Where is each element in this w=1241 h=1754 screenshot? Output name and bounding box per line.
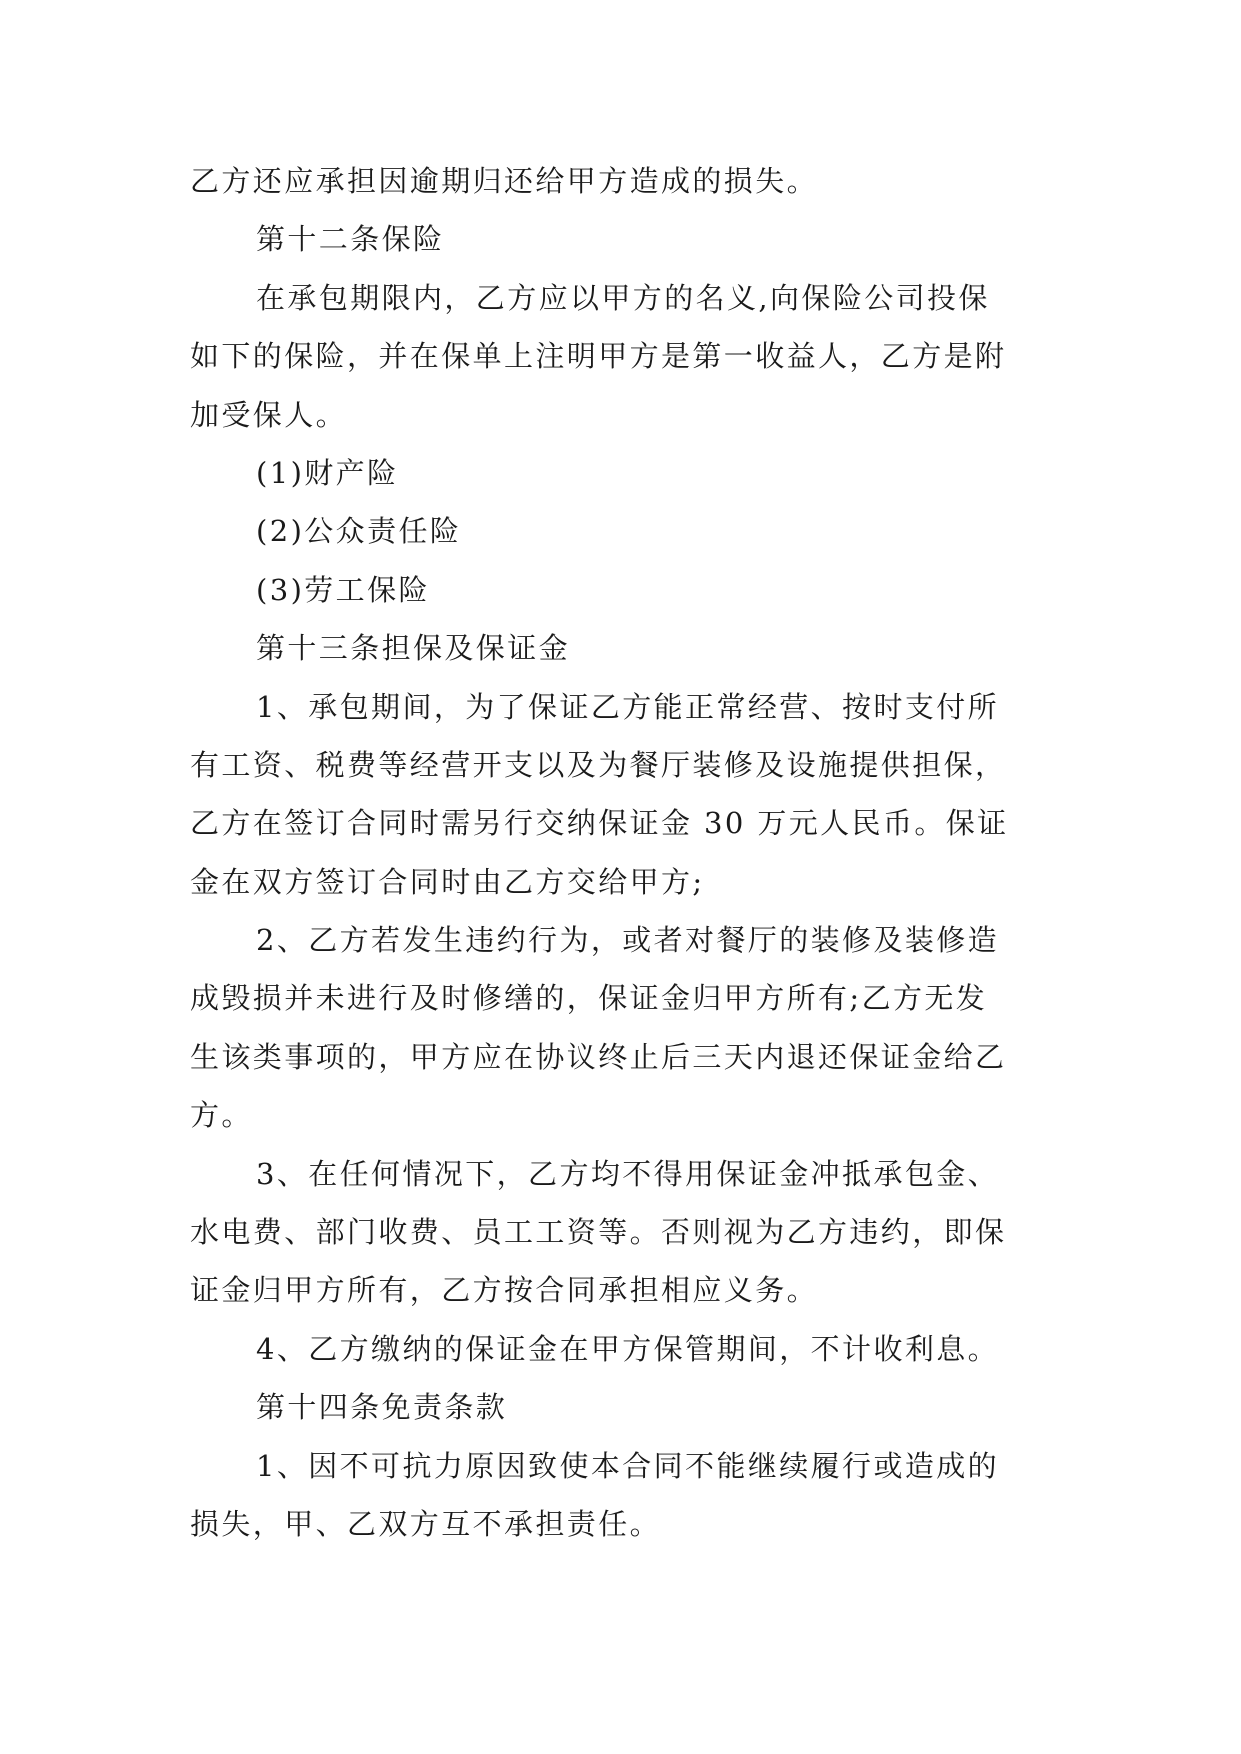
section-heading-guarantee: 第十三条担保及保证金	[256, 631, 571, 666]
text-line: 证金归甲方所有，乙方按合同承担相应义务。	[190, 1273, 819, 1308]
text-line: 生该类事项的，甲方应在协议终止后三天内退还保证金给乙	[190, 1039, 1007, 1074]
text-line: 1、因不可抗力原因致使本合同不能继续履行或造成的	[256, 1448, 1000, 1483]
text-line: 3、在任何情况下，乙方均不得用保证金冲抵承包金、	[256, 1156, 1000, 1191]
text-line: 乙方在签订合同时需另行交纳保证金 30 万元人民币。保证	[190, 806, 1009, 841]
list-item: (2)公众责任险	[256, 514, 462, 549]
text-line: 2、乙方若发生违约行为，或者对餐厅的装修及装修造	[256, 923, 1000, 958]
text-line: 方。	[190, 1098, 253, 1133]
text-line: 1、承包期间，为了保证乙方能正常经营、按时支付所	[256, 689, 1000, 724]
text-line: 有工资、税费等经营开支以及为餐厅装修及设施提供担保，	[190, 747, 1007, 782]
text-line: 如下的保险，并在保单上注明甲方是第一收益人，乙方是附	[190, 339, 1007, 374]
text-line: 4、乙方缴纳的保证金在甲方保管期间，不计收利息。	[256, 1331, 1000, 1366]
text-line: 乙方还应承担因逾期归还给甲方造成的损失。	[190, 164, 819, 198]
list-item: (1)财产险	[256, 455, 399, 490]
text-line: 成毁损并未进行及时修缮的，保证金归甲方所有;乙方无发	[190, 981, 988, 1016]
text-line: 金在双方签订合同时由乙方交给甲方;	[190, 864, 705, 899]
text-line: 加受保人。	[190, 397, 348, 432]
section-heading-exemption: 第十四条免责条款	[256, 1390, 508, 1425]
list-item: (3)劳工保险	[256, 572, 430, 607]
text-line: 在承包期限内，乙方应以甲方的名义,向保险公司投保	[256, 280, 990, 315]
section-heading-insurance: 第十二条保险	[256, 222, 445, 257]
text-line: 损失，甲、乙双方互不承担责任。	[190, 1506, 662, 1541]
text-line: 水电费、部门收费、员工工资等。否则视为乙方违约，即保	[190, 1215, 1007, 1250]
document-page	[190, 152, 1060, 1553]
